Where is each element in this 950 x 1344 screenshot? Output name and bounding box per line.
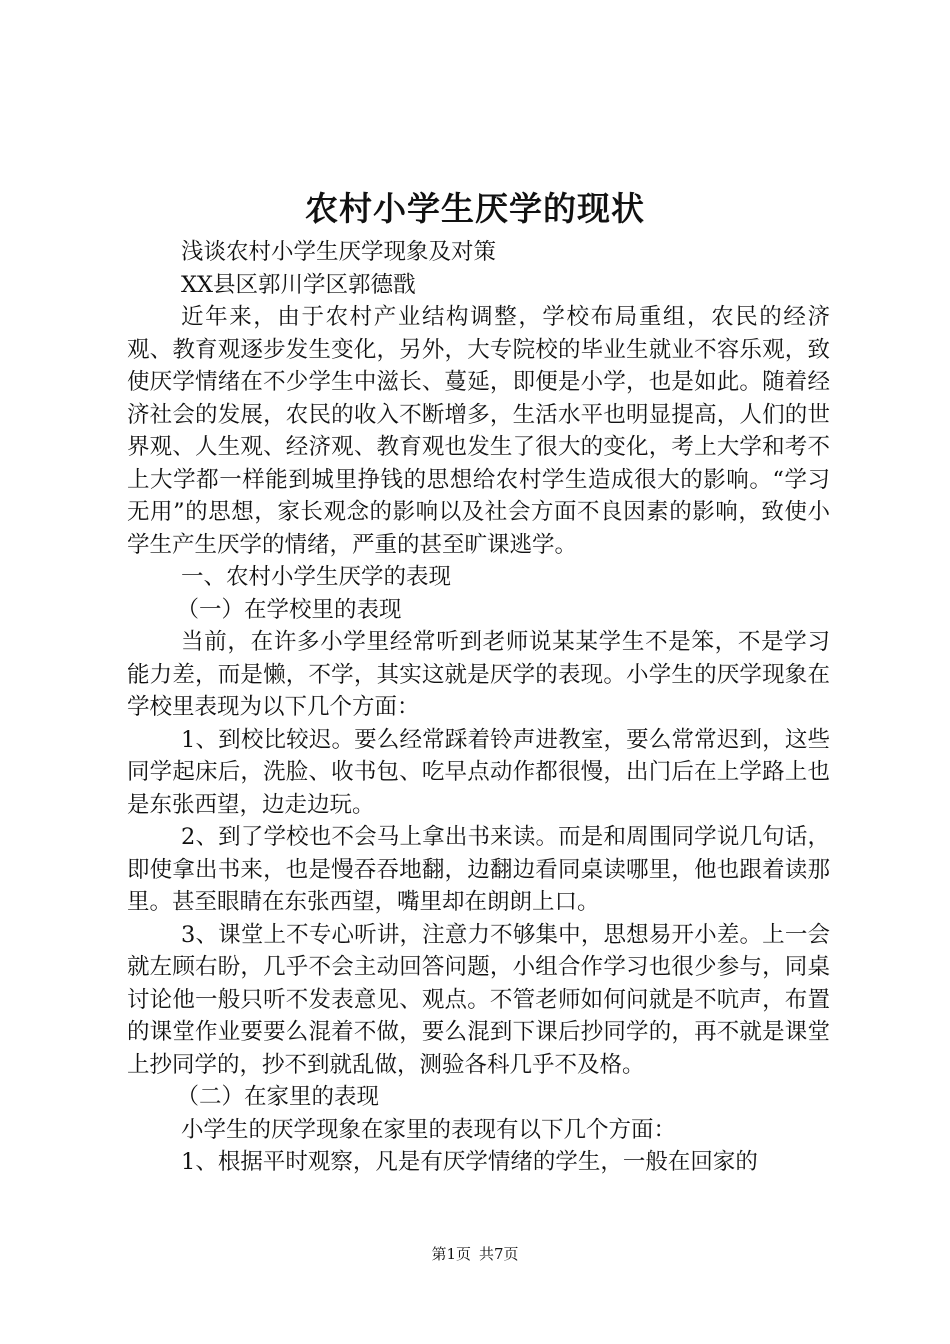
page-number: 第1页 xyxy=(431,1245,471,1263)
document-title: 农村小学生厌学的现状 xyxy=(305,189,645,228)
list-item-1: 1、到校比较迟。要么经常踩着铃声进教室，要么常常迟到，这些同学起床后，洗脸、收书包、吃早点动作都很慢，出门后在上学路上也是东张西望，边走边玩。 xyxy=(127,726,830,818)
section-heading: 一、农村小学生厌学的表现 xyxy=(181,564,452,590)
body-paragraph-home: 小学生的厌学现象在家里的表现有以下几个方面： xyxy=(181,1116,677,1143)
body-paragraph: 当前，在许多小学里经常听到老师说某某学生不是笨，不是学习能力差，而是懒，不学，其实这就是厌学的表现。小学生的厌学现象在学校里表现为以下几个方面： xyxy=(127,629,830,720)
subtitle-paragraph: 浅谈农村小学生厌学现象及对策 xyxy=(181,239,497,265)
list-item-home-1: 1、根据平时观察，凡是有厌学情绪的学生，一般在回家的 xyxy=(181,1149,758,1175)
list-item-3: 3、课堂上不专心听讲，注意力不够集中，思想易开小差。上一会就左顾右盼，几乎不会主动回答问题，小组合作学习也很少参与，同桌讨论他一般只听不发表意见、观点。不管老师如何问就是不吭声，布置的课堂作业要要么混着不做，要么混到下课后抄同学的，再不就是课堂上抄同学的，抄不到就乱做，测验各科几乎不及格。 xyxy=(127,921,830,1078)
list-item-2: 2、到了学校也不会马上拿出书来读。而是和周围同学说几句话，即使拿出书来，也是慢吞吞地翻，边翻边看同桌读哪里，他也跟着读那里。甚至眼睛在东张西望，嘴里却在朗朗上口。 xyxy=(127,824,830,915)
document-body xyxy=(127,236,830,1179)
subsection-heading-home: （二）在家里的表现 xyxy=(176,1084,380,1110)
page-total: 共7页 xyxy=(479,1245,519,1263)
intro-paragraph: 近年来，由于农村产业结构调整，学校布局重组，农民的经济观、教育观逐步发生变化，另外，大专院校的毕业生就业不容乐观，致使厌学情绪在不少学生中滋长、蔓延，即便是小学，也是如此。随着经济社会的发展，农民的收入不断增多，生活水平也明显提高，人们的世界观、人生观、经济观、教育观也发生了很大的变化，考上大学和考不上大学都一样能到城里挣钱的思想给农村学生造成很大的影响。“学习无用”的思想，家长观念的影响以及社会方面不良因素的影响，致使小学生产生厌学的情绪，严重的甚至旷课逃学。 xyxy=(127,304,830,558)
author-paragraph: XX县区郭川学区郭德戬 xyxy=(181,271,416,298)
page-footer xyxy=(0,1243,950,1265)
subsection-heading-school: （一）在学校里的表现 xyxy=(176,596,402,623)
